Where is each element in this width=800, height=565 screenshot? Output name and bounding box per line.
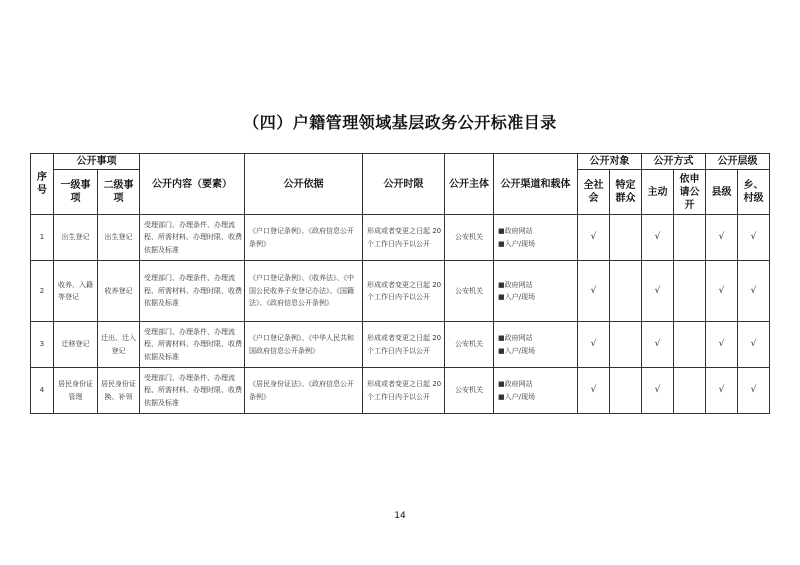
header-level-town: 乡、村级 — [738, 170, 770, 215]
header-target-specific: 特定群众 — [610, 170, 642, 215]
cell-target-all: √ — [578, 322, 610, 368]
cell-time-limit: 形成或者变更之日起 20 个工作日内予以公开 — [363, 368, 445, 414]
header-level1: 一级事项 — [54, 170, 98, 215]
table-row — [31, 261, 770, 322]
cell-method-active: √ — [642, 215, 674, 261]
cell-level-town: √ — [738, 261, 770, 322]
channel-website: ■政府网站 — [498, 380, 533, 388]
cell-level-county: √ — [706, 261, 738, 322]
cell-level-town: √ — [738, 368, 770, 414]
cell-basis: 《户口登记条例》、《收养法》、《中国公民收养子女登记办法》、《国籍法》、《政府信息公开条例》 — [245, 261, 363, 322]
header-items-group: 公开事项 — [54, 154, 140, 170]
channel-onsite: ■入户/现场 — [498, 346, 535, 355]
cell-seq: 4 — [31, 368, 54, 414]
cell-level-county: √ — [706, 368, 738, 414]
header-method-request: 依申请公开 — [674, 170, 706, 215]
cell-content: 受理部门、办理条件、办理流程、所需材料、办理时限、收费依据及标准 — [140, 261, 245, 322]
page-number: 14 — [394, 511, 406, 521]
cell-basis: 《户口登记条例》、《政府信息公开条例》 — [245, 215, 363, 261]
cell-level2: 居民身份证换、补领 — [98, 368, 140, 414]
cell-time-limit: 形成或者变更之日起 20 个工作日内予以公开 — [363, 322, 445, 368]
cell-method-active: √ — [642, 368, 674, 414]
cell-channel — [494, 368, 578, 414]
channel-website: ■政府网站 — [498, 334, 533, 342]
cell-level2: 出生登记 — [98, 215, 140, 261]
cell-level2: 迁出、迁入登记 — [98, 322, 140, 368]
cell-subject: 公安机关 — [445, 261, 494, 322]
cell-method-active: √ — [642, 322, 674, 368]
cell-channel — [494, 215, 578, 261]
cell-method-request — [674, 261, 706, 322]
cell-seq: 2 — [31, 261, 54, 322]
cell-method-request — [674, 215, 706, 261]
cell-basis: 《户口登记条例》、《中华人民共和国政府信息公开条例》 — [245, 322, 363, 368]
cell-subject: 公安机关 — [445, 215, 494, 261]
cell-level1: 迁移登记 — [54, 322, 98, 368]
header-channel: 公开渠道和载体 — [494, 154, 578, 215]
cell-target-all: √ — [578, 368, 610, 414]
header-target-group: 公开对象 — [578, 154, 642, 170]
cell-seq: 3 — [31, 322, 54, 368]
cell-level2: 收养登记 — [98, 261, 140, 322]
channel-onsite: ■入户/现场 — [498, 293, 535, 301]
header-level2: 二级事项 — [98, 170, 140, 215]
page-title: （四）户籍管理领域基层政务公开标准目录 — [243, 113, 557, 132]
header-basis: 公开依据 — [245, 154, 363, 215]
cell-level-town: √ — [738, 322, 770, 368]
header-subject: 公开主体 — [445, 154, 494, 215]
header-method-group: 公开方式 — [642, 154, 706, 170]
cell-level1: 居民身份证管理 — [54, 368, 98, 414]
catalog-table — [30, 153, 770, 414]
cell-basis: 《居民身份证法》、《政府信息公开条例》 — [245, 368, 363, 414]
header-time-limit: 公开时限 — [363, 154, 445, 215]
cell-method-request — [674, 322, 706, 368]
cell-seq: 1 — [31, 215, 54, 261]
cell-content: 受理部门、办理条件、办理流程、所需材料、办理时限、收费依据及标准 — [140, 322, 245, 368]
cell-channel — [494, 322, 578, 368]
cell-level1: 收养、入籍等登记 — [54, 261, 98, 322]
cell-level-county: √ — [706, 322, 738, 368]
cell-time-limit: 形成或者变更之日起 20 个工作日内予以公开 — [363, 261, 445, 322]
channel-onsite: ■入户/现场 — [498, 392, 535, 401]
header-target-all: 全社会 — [578, 170, 610, 215]
cell-method-active: √ — [642, 261, 674, 322]
cell-target-all: √ — [578, 261, 610, 322]
header-method-active: 主动 — [642, 170, 674, 215]
cell-level-county: √ — [706, 215, 738, 261]
table-row — [31, 368, 770, 414]
cell-channel — [494, 261, 578, 322]
cell-content: 受理部门、办理条件、办理流程、所需材料、办理时限、收费依据及标准 — [140, 215, 245, 261]
header-content: 公开内容（要素） — [140, 154, 245, 215]
header-seq: 序号 — [31, 154, 54, 215]
cell-target-specific — [610, 368, 642, 414]
cell-subject: 公安机关 — [445, 368, 494, 414]
channel-website: ■政府网站 — [498, 280, 533, 289]
cell-time-limit: 形成或者变更之日起 20 个工作日内予以公开 — [363, 215, 445, 261]
channel-onsite: ■入户/现场 — [498, 239, 535, 248]
cell-target-specific — [610, 261, 642, 322]
table-row — [31, 322, 770, 368]
cell-target-all: √ — [578, 215, 610, 261]
cell-level1: 出生登记 — [54, 215, 98, 261]
channel-website: ■政府网站 — [498, 227, 533, 235]
header-level-county: 县级 — [706, 170, 738, 215]
table-row — [31, 215, 770, 261]
cell-method-request — [674, 368, 706, 414]
cell-target-specific — [610, 215, 642, 261]
cell-content: 受理部门、办理条件、办理流程、所需材料、办理时限、收费依据及标准 — [140, 368, 245, 414]
cell-target-specific — [610, 322, 642, 368]
header-level-group: 公开层级 — [706, 154, 770, 170]
cell-subject: 公安机关 — [445, 322, 494, 368]
cell-level-town: √ — [738, 215, 770, 261]
